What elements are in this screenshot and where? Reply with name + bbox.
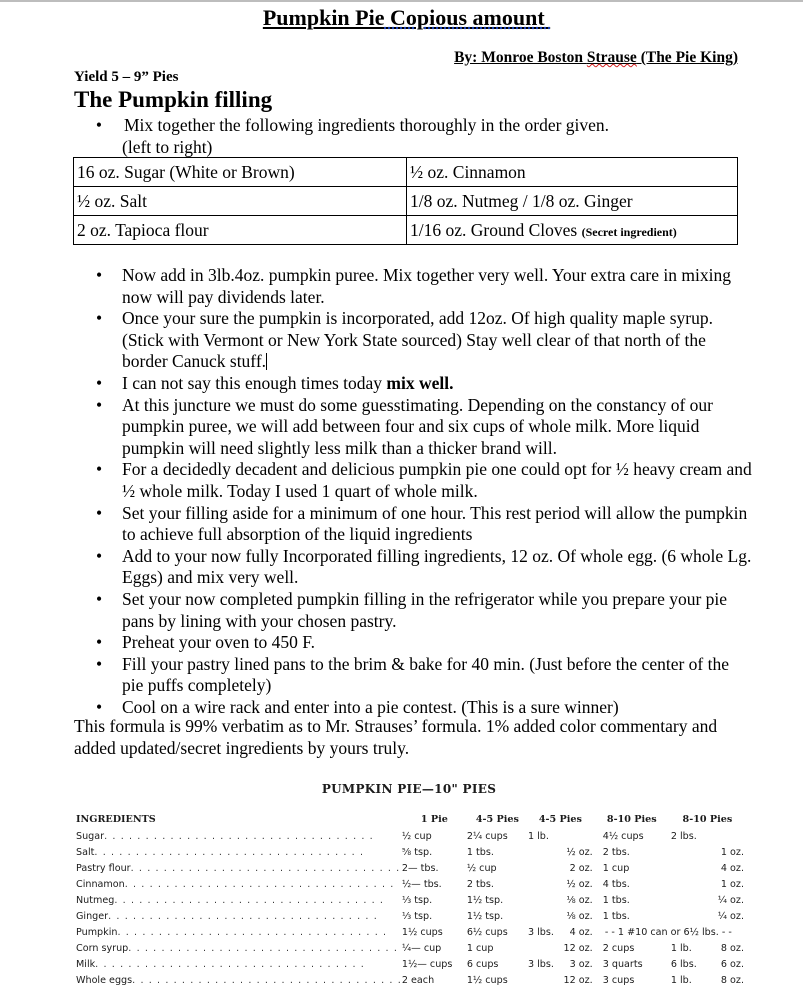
- ingredient-name-cell: [76, 828, 402, 844]
- bullet-icon: •: [96, 394, 103, 415]
- four-five-volume-cell: 1 tbs.: [466, 846, 494, 858]
- document-title: [0, 5, 803, 31]
- step-text: Once your sure the pumpkin is incorporated, add 12oz. Of high quality maple syrup. (Stick with Vermont or New York State sourced) Stay well clear of that north of the border Canuck stuff.: [122, 308, 713, 372]
- eight-ten-volume-cell: 4 tbs.: [602, 878, 630, 890]
- four-five-ounces-cell: 4 oz.: [569, 926, 593, 938]
- ingredient-name: Pastry flour: [76, 862, 131, 874]
- dot-leader: . . . . . . . . . . . . . . . . . . . . . . . . . . . . . . . . .: [128, 942, 398, 954]
- table-cell: [407, 216, 738, 245]
- table-row: [76, 876, 744, 892]
- eight-ten-volume-cell: 2 cups: [602, 942, 635, 954]
- secret-ingredient-note: (Secret ingredient): [581, 224, 677, 239]
- intro-bullet: [74, 115, 754, 158]
- yield-label: Yield 5 – 9” Pies: [74, 69, 179, 85]
- table-row: [76, 892, 744, 908]
- four-five-volume-cell: 6½ cups: [466, 926, 508, 938]
- dot-leader: . . . . . . . . . . . . . . . . . . . . . . . . . . . . . . . . .: [94, 846, 365, 858]
- page-top-border: [0, 0, 803, 2]
- eight-ten-volume-cell: 1 tbs.: [602, 894, 630, 906]
- one-pie-cell: ¼— cup: [401, 942, 442, 954]
- four-five-volume-cell: 1 cup: [466, 942, 494, 954]
- dot-leader: . . . . . . . . . . . . . . . . . . . . . . . . . . . . . . . . .: [132, 974, 402, 986]
- step-text: I can not say this enough times today: [122, 372, 387, 393]
- scanned-recipe-table: [74, 778, 744, 998]
- title-part-2: Copious amount: [384, 5, 551, 30]
- table-row: [74, 158, 738, 187]
- list-item: [74, 459, 754, 502]
- four-five-pounds-cell: [528, 908, 559, 924]
- column-header: INGREDIENTS: [76, 813, 156, 825]
- filling-ingredients-table: [73, 157, 738, 245]
- bullet-icon: •: [96, 653, 103, 674]
- list-item: [74, 395, 754, 460]
- eight-ten-ounces-cell: 8 oz.: [720, 974, 744, 986]
- eight-ten-ounces-cell: 6 oz.: [720, 958, 744, 970]
- four-five-pounds-cell: [528, 860, 559, 876]
- section-heading: The Pumpkin filling: [74, 87, 273, 112]
- four-five-pounds-cell: [528, 844, 559, 860]
- four-five-pounds-cell: [528, 972, 559, 988]
- eight-ten-volume-cell: 3 quarts: [602, 958, 643, 970]
- bullet-icon: •: [96, 545, 103, 566]
- ingredient-name: Milk: [76, 958, 96, 970]
- table-header-row: [76, 810, 744, 828]
- ingredient-name-cell: [76, 908, 402, 924]
- bullet-icon: •: [96, 265, 103, 285]
- cell-text: ½ oz. Cinnamon: [410, 161, 526, 182]
- eight-ten-pounds-cell: [671, 892, 705, 908]
- step-text: Add to your now fully Incorporated filling ingredients, 12 oz. Of whole egg. (6 whole Lg. Eggs) and mix very well.: [122, 545, 752, 588]
- four-five-volume-cell: 1½ tsp.: [466, 894, 504, 906]
- table-cell: [407, 158, 738, 187]
- table-row: [76, 940, 744, 956]
- four-five-volume-cell: 2 tbs.: [466, 878, 494, 890]
- step-emphasis: mix well.: [386, 372, 454, 393]
- ingredient-name: Ginger: [76, 910, 109, 922]
- list-item: [74, 503, 754, 546]
- intro-line-2: (left to right): [122, 136, 213, 157]
- title-part-1: Pumpkin Pie: [262, 5, 385, 30]
- ingredient-name-cell: [76, 876, 402, 892]
- four-five-ounces-cell: 3 oz.: [569, 958, 593, 970]
- table-row: [76, 924, 744, 940]
- bullet-icon: •: [96, 502, 103, 523]
- column-header: 4-5 Pies: [538, 813, 582, 825]
- dot-leader: . . . . . . . . . . . . . . . . . . . . . . . . . . . . . . . . .: [117, 926, 388, 938]
- ingredient-name: Corn syrup: [76, 942, 129, 954]
- scanned-ingredients-table: [76, 810, 744, 988]
- eight-ten-pounds-cell: [671, 876, 705, 892]
- four-five-volume-cell: 1½ cups: [466, 974, 508, 986]
- column-header: 4-5 Pies: [475, 813, 519, 825]
- bullet-icon: •: [96, 459, 103, 480]
- eight-ten-volume-cell: 2 tbs.: [602, 846, 630, 858]
- ingredient-name-cell: [76, 940, 402, 956]
- dot-leader: . . . . . . . . . . . . . . . . . . . . . . . . . . . . . . . . .: [124, 878, 395, 890]
- list-item: [74, 632, 754, 654]
- ingredient-name-cell: [76, 860, 402, 876]
- eight-ten-ounces-cell: 1 oz.: [720, 878, 744, 890]
- step-text: Set your filling aside for a minimum of one hour. This rest period will allow the pumpkin to achieve full absorption of the liquid ingredients: [122, 502, 748, 545]
- four-five-pounds-cell: [528, 892, 559, 908]
- author-byline: [454, 49, 738, 67]
- eight-ten-pounds-cell: 6 lbs.: [670, 958, 697, 970]
- list-item: [74, 308, 754, 373]
- eight-ten-pounds-cell: [671, 908, 705, 924]
- four-five-ounces-cell: 2 oz.: [569, 862, 593, 874]
- four-five-ounces-cell: 12 oz.: [563, 974, 593, 986]
- eight-ten-pounds-cell: [671, 844, 705, 860]
- table-row: [76, 972, 744, 988]
- table-cell: [407, 187, 738, 216]
- ingredient-name: Nutmeg: [76, 894, 115, 906]
- eight-ten-volume-cell: 4½ cups: [602, 830, 644, 842]
- text-cursor: [266, 353, 267, 370]
- dot-leader: . . . . . . . . . . . . . . . . . . . . . . . . . . . . . . . . .: [104, 830, 374, 842]
- one-pie-cell: ⅓ tsp.: [401, 894, 433, 906]
- dot-leader: . . . . . . . . . . . . . . . . . . . . . . . . . . . . . . . . .: [114, 894, 385, 906]
- dot-leader: . . . . . . . . . . . . . . . . . . . . . . . . . . . . . . . . .: [108, 910, 378, 922]
- eight-ten-ounces-cell: 4 oz.: [720, 862, 744, 874]
- eight-ten-ounces-cell: ¼ oz.: [717, 894, 744, 906]
- step-text: For a decidedly decadent and delicious pumpkin pie one could opt for ½ heavy cream and ½ whole milk. Today I used 1 quart of whole milk.: [122, 459, 752, 501]
- step-text: Preheat your oven to 450 F.: [122, 632, 316, 653]
- ingredient-name: Salt: [76, 846, 95, 858]
- table-row: [76, 956, 744, 972]
- scanned-table-title: PUMPKIN PIE—10" PIES: [321, 782, 497, 796]
- cell-text: 1/8 oz. Nutmeg / 1/8 oz. Ginger: [410, 190, 633, 211]
- table-row: [74, 187, 738, 216]
- ingredient-name: Cinnamon: [76, 878, 125, 890]
- four-five-ounces-cell: 12 oz.: [563, 942, 593, 954]
- list-item: [74, 654, 754, 697]
- dot-leader: . . . . . . . . . . . . . . . . . . . . . . . . . . . . . . . . .: [95, 958, 365, 970]
- list-item: [74, 589, 754, 632]
- eight-ten-volume-cell: 3 cups: [602, 974, 635, 986]
- four-five-volume-cell: 2¼ cups: [466, 830, 508, 842]
- list-item: [74, 373, 754, 395]
- eight-ten-volume-cell: 1 tbs.: [602, 910, 630, 922]
- bullet-icon: •: [96, 696, 103, 717]
- step-text: Now add in 3lb.4oz. pumpkin puree. Mix together very well. Your extra care in mixing now will pay dividends later.: [122, 265, 731, 307]
- one-pie-cell: ½— tbs.: [401, 878, 442, 890]
- byline-name-misspelled: Strause: [586, 49, 637, 66]
- table-row: [76, 828, 744, 844]
- eight-ten-ounces-cell: [705, 828, 744, 844]
- list-item: [74, 265, 754, 308]
- step-text: Set your now completed pumpkin filling in the refrigerator while you prepare your pie pans by lining with your chosen pastry.: [122, 588, 728, 631]
- bullet-icon: •: [96, 372, 103, 393]
- four-five-pounds-cell: 1 lb.: [527, 830, 549, 842]
- table-row: [74, 216, 738, 245]
- ingredient-name: Sugar: [76, 830, 105, 842]
- intro-line-1: Mix together the following ingredients thoroughly in the order given.: [124, 115, 610, 135]
- four-five-ounces-cell: ⅛ oz.: [566, 894, 593, 906]
- four-five-volume-cell: 1½ tsp.: [466, 910, 504, 922]
- eight-ten-volume-cell: 1 cup: [602, 862, 630, 874]
- step-text: Cool on a wire rack and enter into a pie contest. (This is a sure winner): [122, 696, 619, 717]
- bullet-icon: •: [96, 632, 103, 653]
- ingredient-name-cell: [76, 956, 402, 972]
- four-five-ounces-cell: ⅛ oz.: [566, 910, 593, 922]
- table-row: [76, 908, 744, 924]
- ingredient-name: Whole eggs: [76, 974, 133, 986]
- four-five-volume-cell: 6 cups: [466, 958, 499, 970]
- eight-ten-pounds-cell: 2 lbs.: [670, 830, 697, 842]
- ingredient-name: Pumpkin: [76, 926, 118, 938]
- closing-paragraph: This formula is 99% verbatim as to Mr. Strauses’ formula. 1% added color commentary and added updated/secret ingredients by yours truly.: [74, 716, 718, 758]
- ingredient-name-cell: [76, 924, 402, 940]
- one-pie-cell: 2— tbs.: [401, 862, 439, 874]
- step-text: At this juncture we must do some guesstimating. Depending on the constancy of our pumpkin puree, we will add between four and six cups of whole milk. More liquid pumpkin will need slightly less milk than a thicker brand will.: [122, 394, 714, 458]
- byline-suffix: (The Pie King): [636, 49, 738, 66]
- column-header: 8-10 Pies: [606, 813, 657, 825]
- one-pie-cell: ⅓ tsp.: [401, 910, 433, 922]
- instruction-list: [74, 265, 754, 718]
- four-five-ounces-cell: ½ oz.: [566, 878, 593, 890]
- byline-prefix: By: Monroe Boston: [454, 49, 587, 66]
- dot-leader: . . . . . . . . . . . . . . . . . . . . . . . . . . . . . . . . .: [130, 862, 401, 874]
- bullet-icon: •: [96, 308, 103, 329]
- step-text: Fill your pastry lined pans to the brim & bake for 40 min. (Just before the center of the pie puffs completely): [122, 653, 730, 696]
- one-pie-cell: ⅝ tsp.: [401, 846, 433, 858]
- four-five-volume-cell: ½ cup: [466, 862, 497, 874]
- eight-ten-ounces-cell: 8 oz.: [720, 942, 744, 954]
- table-row: [76, 860, 744, 876]
- column-header: 1 Pie: [420, 813, 448, 825]
- table-cell: 16 oz. Sugar (White or Brown): [74, 158, 407, 187]
- ingredient-name-cell: [76, 972, 402, 988]
- one-pie-cell: 2 each: [401, 974, 435, 986]
- column-header: 8-10 Pies: [682, 813, 733, 825]
- eight-ten-pounds-cell: [671, 860, 705, 876]
- four-five-pounds-cell: [528, 876, 559, 892]
- list-item: [74, 546, 754, 589]
- ingredient-name-cell: [76, 892, 402, 908]
- one-pie-cell: 1½ cups: [401, 926, 443, 938]
- table-row: [76, 844, 744, 860]
- eight-ten-pounds-cell: 1 lb.: [670, 942, 692, 954]
- one-pie-cell: ½ cup: [401, 830, 432, 842]
- one-pie-cell: 1½— cups: [401, 958, 453, 970]
- four-five-pounds-cell: [528, 940, 559, 956]
- four-five-pounds-cell: 3 lbs.: [527, 926, 554, 938]
- eight-ten-ounces-cell: ¼ oz.: [717, 910, 744, 922]
- four-five-ounces-cell: ½ oz.: [566, 846, 593, 858]
- bullet-icon: •: [95, 115, 103, 135]
- eight-ten-combined-cell: - - 1 #10 can or 6½ lbs. - -: [604, 926, 732, 938]
- eight-ten-ounces-cell: 1 oz.: [720, 846, 744, 858]
- cell-text: 1/16 oz. Ground Cloves: [410, 219, 582, 240]
- four-five-ounces-cell: [559, 828, 592, 844]
- four-five-pounds-cell: 3 lbs.: [527, 958, 554, 970]
- ingredient-name-cell: [76, 844, 402, 860]
- table-cell: ½ oz. Salt: [74, 187, 407, 216]
- eight-ten-pounds-cell: 1 lb.: [670, 974, 692, 986]
- bullet-icon: •: [96, 588, 103, 609]
- table-cell: 2 oz. Tapioca flour: [74, 216, 407, 245]
